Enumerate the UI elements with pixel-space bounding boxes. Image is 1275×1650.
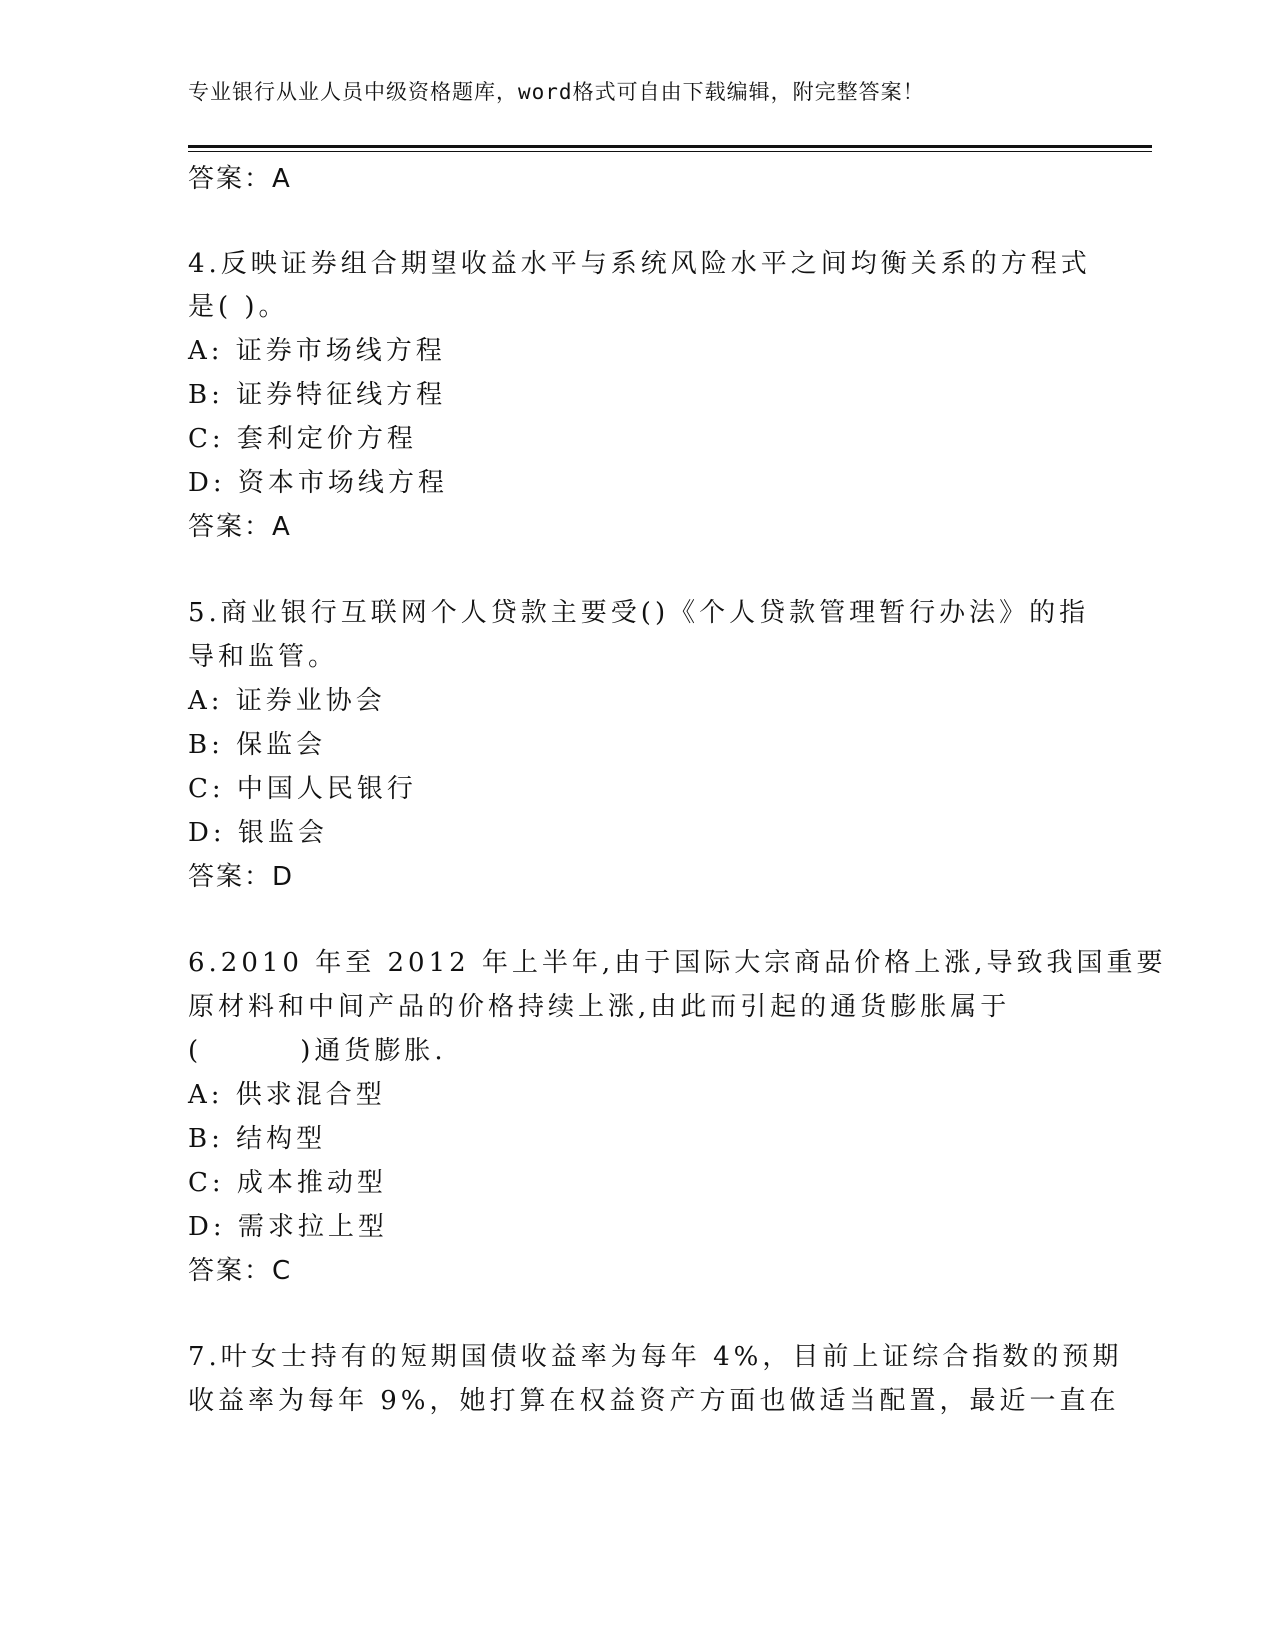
q6-option-a: A: 供求混合型 [188, 1080, 386, 1110]
q6-option-d: D: 需求拉上型 [188, 1212, 388, 1242]
header-divider-thin [188, 151, 1152, 152]
q5-option-d: D: 银监会 [188, 818, 328, 848]
header-divider-thick [188, 145, 1152, 148]
q5-option-c: C: 中国人民银行 [188, 774, 417, 804]
page-header: 专业银行从业人员中级资格题库，word格式可自由下载编辑，附完整答案！ [188, 80, 925, 104]
q5-option-b: B: 保监会 [188, 730, 327, 760]
q4-stem-line-2: 是( )。 [188, 292, 289, 322]
q6-option-c: C: 成本推动型 [188, 1168, 387, 1198]
q6-stem-line-3: ( )通货膨胀. [188, 1036, 447, 1066]
q4-stem-line-1: 4.反映证券组合期望收益水平与系统风险水平之间均衡关系的方程式 [188, 249, 1091, 279]
q4-option-c: C: 套利定价方程 [188, 424, 417, 454]
q6-answer: 答案：C [188, 1256, 293, 1286]
q5-answer: 答案：D [188, 862, 295, 892]
q5-stem-line-1: 5.商业银行互联网个人贷款主要受()《个人贷款管理暂行办法》的指 [188, 598, 1090, 628]
q4-answer: 答案：A [188, 512, 292, 542]
q7-stem-line-1: 7.叶女士持有的短期国债收益率为每年 4%，目前上证综合指数的预期 [188, 1342, 1123, 1372]
q6-stem-line-2: 原材料和中间产品的价格持续上涨,由此而引起的通货膨胀属于 [188, 992, 1011, 1022]
q5-stem-line-2: 导和监管。 [188, 642, 339, 672]
q4-option-a: A: 证券市场线方程 [188, 336, 446, 366]
answer-previous: 答案：A [188, 164, 292, 194]
q6-stem-line-1: 6.2010 年至 2012 年上半年,由于国际大宗商品价格上涨,导致我国重要 [188, 948, 1167, 978]
q4-option-b: B: 证券特征线方程 [188, 380, 447, 410]
q5-option-a: A: 证券业协会 [188, 686, 386, 716]
q7-stem-line-2: 收益率为每年 9%，她打算在权益资产方面也做适当配置，最近一直在 [188, 1386, 1120, 1416]
q4-option-d: D: 资本市场线方程 [188, 468, 448, 498]
q6-option-b: B: 结构型 [188, 1124, 327, 1154]
